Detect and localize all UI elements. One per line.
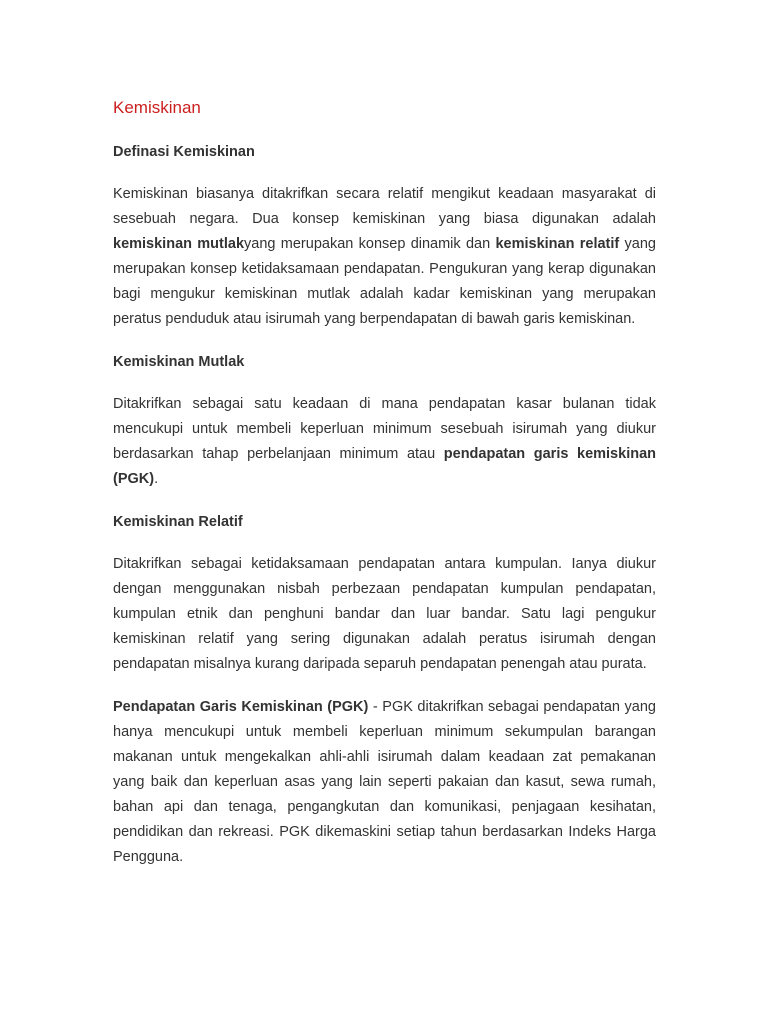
paragraph-relatif: Ditakrifkan sebagai ketidaksamaan pendapatan antara kumpulan. Ianya diukur dengan menggunakan nisbah perbezaan pendapatan kumpulan pendapatan, kumpulan etnik dan penghuni bandar dan luar bandar. Satu lagi pengukur kemiskinan relatif yang sering digunakan adalah peratus isirumah dengan pendapatan misalnya kurang daripada separuh pendapatan penengah atau purata. xyxy=(113,556,656,672)
paragraph-text: yang merupakan konsep ketidaksamaan pendapatan. Pengukuran yang kerap digunakan bagi mengukur kemiskinan mutlak adalah kadar kemiskinan yang merupakan peratus penduduk atau isirumah yang berpendapatan di bawah garis kemiskinan. xyxy=(113,236,656,327)
document-title: Kemiskinan xyxy=(113,98,201,117)
paragraph-text: yang merupakan konsep dinamik dan xyxy=(244,236,496,252)
paragraph-text: Kemiskinan biasanya ditakrifkan secara relatif mengikut keadaan masyarakat di sesebuah negara. Dua konsep kemiskinan yang biasa digunakan adalah xyxy=(113,186,656,227)
paragraph-text: Ditakrifkan sebagai satu keadaan di mana pendapatan kasar bulanan tidak mencukupi untuk membeli keperluan minimum sesebuah isirumah yang diukur berdasarkan tahap perbelanjaan minimum atau xyxy=(113,396,656,462)
bold-term-pgk-definition: Pendapatan Garis Kemiskinan (PGK) xyxy=(113,699,369,715)
paragraph-mutlak xyxy=(113,392,656,492)
section-heading-definasi: Definasi Kemiskinan xyxy=(113,144,255,160)
section-heading-relatif: Kemiskinan Relatif xyxy=(113,514,243,530)
paragraph-text: . xyxy=(154,471,159,487)
document-page xyxy=(113,96,656,888)
bold-term-pgk: pendapatan garis kemiskinan (PGK) xyxy=(113,446,656,487)
paragraph-definasi xyxy=(113,182,656,332)
bold-term-mutlak: kemiskinan mutlak xyxy=(113,236,245,252)
bold-term-relatif: kemiskinan relatif xyxy=(495,236,620,252)
section-heading-mutlak: Kemiskinan Mutlak xyxy=(113,354,245,370)
paragraph-pgk xyxy=(113,695,656,870)
paragraph-text: - PGK ditakrifkan sebagai pendapatan yang hanya mencukupi untuk membeli keperluan minimum sekumpulan barangan makanan untuk mengekalkan ahli-ahli isirumah dalam keadaan zat pemakanan yang baik dan keperluan asas yang lain seperti pakaian dan kasut, sewa rumah, bahan api dan tenaga, pengangkutan dan komunikasi, penjagaan kesihatan, pendidikan dan rekreasi. PGK dikemaskini setiap tahun berdasarkan Indeks Harga Pengguna. xyxy=(113,699,656,865)
